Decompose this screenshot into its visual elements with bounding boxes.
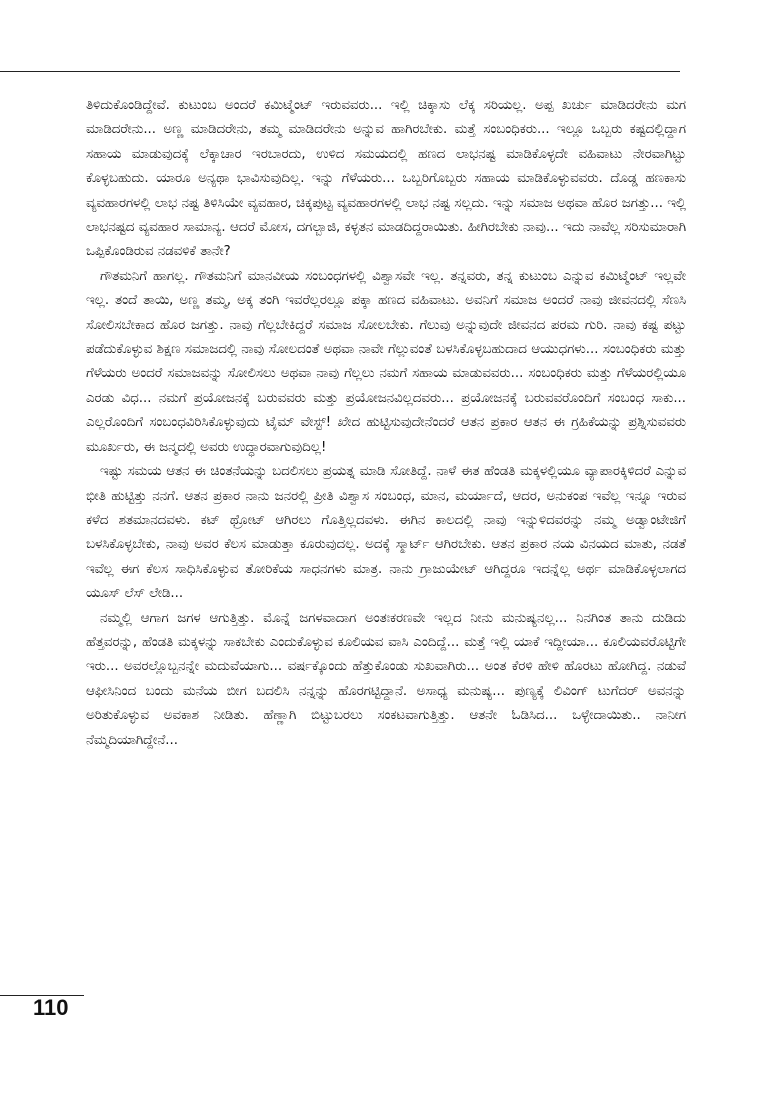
paragraph: ಇಷ್ಟು ಸಮಯ ಆತನ ಈ ಚಿಂತನೆಯನ್ನು ಬದಲಿಸಲು ಪ್ರಯತ್ನ ಮಾಡಿ ಸೋತಿದ್ದೆ. ನಾಳೆ ಈತ ಹೆಂಡತಿ ಮಕ್ಕಳಲ್ಲಿಯೂ ವ್ಯಾಪಾರಕ್ಕಿಳಿದರೆ ಎನ್ನುವ ಭೀತಿ ಹುಟ್ಟಿತ್ತು ನನಗೆ. ಆತನ ಪ್ರಕಾರ ನಾನು ಜನರಲ್ಲಿ ಪ್ರೀತಿ ವಿಶ್ವಾಸ ಸಂಬಂಧ, ಮಾನ, ಮರ್ಯಾದೆ, ಆದರ, ಅನುಕಂಪ ಇವೆಲ್ಲ ಇನ್ನೂ ಇರುವ ಕಳೆದ ಶತಮಾನದವಳು. ಕಟ್ ಥ್ರೋಟ್ ಆಗಿರಲು ಗೊತ್ತಿಲ್ಲದವಳು. ಈಗಿನ ಕಾಲದಲ್ಲಿ ನಾವು ಇನ್ನುಳಿದವರನ್ನು ನಮ್ಮ ಅಡ್ವಾಂಟೇಜಿಗೆ ಬಳಸಿಕೊಳ್ಳಬೇಕು, ನಾವು ಅವರ ಕೆಲಸ ಮಾಡುತ್ತಾ ಕೂರುವುದಲ್ಲ. ಅದಕ್ಕೆ ಸ್ಮಾರ್ಟ್ ಆಗಿರಬೇಕು. ಆತನ ಪ್ರಕಾರ ನಯ ವಿನಯದ ಮಾತು, ನಡತೆ ಇವೆಲ್ಲ ಈಗ ಕೆಲಸ ಸಾಧಿಸಿಕೊಳ್ಳುವ ತೋರಿಕೆಯ ಸಾಧನಗಳು ಮಾತ್ರ. ನಾನು ಗ್ರಾಜುಯೇಟ್ ಆಗಿದ್ದರೂ ಇದನ್ನೆಲ್ಲ ಅರ್ಥ ಮಾಡಿಕೊಳ್ಳಲಾಗದ ಯೂಸ್ ಲೆಸ್ ಲೇಡಿ... <box>86 464 686 602</box>
paragraph: ನಮ್ಮಲ್ಲಿ ಆಗಾಗ ಜಗಳ ಆಗುತ್ತಿತ್ತು. ಮೊನ್ನೆ ಜಗಳವಾದಾಗ ಅಂತಃಕರಣವೇ ಇಲ್ಲದ ನೀನು ಮನುಷ್ಯನಲ್ಲ... ನಿನಗಿಂತ ತಾನು ದುಡಿದು ಹೆತ್ತವರನ್ನು, ಹೆಂಡತಿ ಮಕ್ಕಳನ್ನು ಸಾಕಬೇಕು ಎಂದುಕೊಳ್ಳುವ ಕೂಲಿಯವ ವಾಸಿ ಎಂದಿದ್ದೆ... ಮತ್ತೆ ಇಲ್ಲಿ ಯಾಕೆ ಇದ್ದೀಯಾ... ಕೂಲಿಯವರೊಟ್ಟಿಗೇ ಇರು... ಅವರಲ್ಲೊಬ್ಬನನ್ನೇ ಮದುವೆಯಾಗು... ವರ್ಷಕ್ಕೊಂದು ಹೆತ್ತುಕೊಂಡು ಸುಖವಾಗಿರು... ಅಂತ ಕೆರಳಿ ಹೇಳಿ ಹೊರಟು ಹೋಗಿದ್ದ. ನಡುವೆ ಆಫೀಸಿನಿಂದ ಬಂದು ಮನೆಯ ಬೀಗ ಬದಲಿಸಿ ನನ್ನನ್ನು ಹೊರಗಟ್ಟಿದ್ದಾನೆ. ಅಸಾಧ್ಯ ಮನುಷ್ಯ... ಪುಣ್ಯಕ್ಕೆ ಲಿವಿಂಗ್ ಟುಗೆದರ್ ಅವನನ್ನು ಅರಿತುಕೊಳ್ಳುವ ಅವಕಾಶ ನೀಡಿತು. ಹೆಣ್ಣಾಗಿ ಬಿಟ್ಟುಬರಲು ಸಂಕಟವಾಗುತ್ತಿತ್ತು. ಆತನೇ ಓಡಿಸಿದ... ಒಳ್ಳೇದಾಯಿತು.. ನಾನೀಗ ನೆಮ್ಮದಿಯಾಗಿದ್ದೇನೆ... <box>86 610 686 748</box>
paragraph: ಗೌತಮನಿಗೆ ಹಾಗಲ್ಲ. ಗೌತಮನಿಗೆ ಮಾನವೀಯ ಸಂಬಂಧಗಳಲ್ಲಿ ವಿಶ್ವಾಸವೇ ಇಲ್ಲ. ತನ್ನವರು, ತನ್ನ ಕುಟುಂಬ ಎನ್ನುವ ಕಮಿಟ್ಮೆಂಟ್ ಇಲ್ಲವೇ ಇಲ್ಲ. ತಂದೆ ತಾಯಿ, ಅಣ್ಣ ತಮ್ಮ, ಅಕ್ಕ ತಂಗಿ ಇವರೆಲ್ಲರಲ್ಲೂ ಪಕ್ಕಾ ಹಣದ ವಹಿವಾಟು. ಅವನಿಗೆ ಸಮಾಜ ಅಂದರೆ ನಾವು ಜೀವನದಲ್ಲಿ ಸೆಣಸಿ ಸೋಲಿಸಬೇಕಾದ ಹೊರ ಜಗತ್ತು. ನಾವು ಗೆಲ್ಲಬೇಕಿದ್ದರೆ ಸಮಾಜ ಸೋಲಬೇಕು. ಗೆಲುವು ಅನ್ನುವುದೇ ಜೀವನದ ಪರಮ ಗುರಿ. ನಾವು ಕಷ್ಟ ಪಟ್ಟು ಪಡೆದುಕೊಳ್ಳುವ ಶಿಕ್ಷಣ ಸಮಾಜದಲ್ಲಿ ನಾವು ಸೋಲದಂತೆ ಅಥವಾ ನಾವೇ ಗೆಲ್ಲುವಂತೆ ಬಳಸಿಕೊಳ್ಳಬಹುದಾದ ಆಯುಧಗಳು... ಸಂಬಂಧಿಕರು ಮತ್ತು ಗೆಳೆಯರು ಅಂದರೆ ಸಮಾಜವನ್ನು ಸೋಲಿಸಲು ಅಥವಾ ನಾವು ಗೆಲ್ಲಲು ನಮಗೆ ಸಹಾಯ ಮಾಡುವವರು... ಸಂಬಂಧಿಕರು ಮತ್ತು ಗೆಳೆಯರಲ್ಲಿಯೂ ಎರಡು ವಿಧ... ನಮಗೆ ಪ್ರಯೋಜನಕ್ಕೆ ಬರುವವರು ಮತ್ತು ಪ್ರಯೋಜನವಿಲ್ಲದವರು... ಪ್ರಯೋಜನಕ್ಕೆ ಬರುವವರೊಂದಿಗೆ ಸಂಬಂಧ ಸಾಕು... ಎಲ್ಲರೊಂದಿಗೆ ಸಂಬಂಧವಿರಿಸಿಕೊಳ್ಳುವುದು ಟೈಮ್ ವೇಸ್ಟ್! ಖೇದ ಹುಟ್ಟಿಸುವುದೇನೆಂದರೆ ಆತನ ಪ್ರಕಾರ ಆತನ ಈ ಗ್ರಹಿಕೆಯನ್ನು ಪ್ರಶ್ನಿಸುವವರು ಮೂರ್ಖರು, ಈ ಜನ್ಮದಲ್ಲಿ ಅವರು ಉದ್ಧಾರವಾಗುವುದಿಲ್ಲ! <box>86 268 686 455</box>
page-number: 110 <box>33 995 69 1020</box>
top-rule <box>0 71 680 72</box>
body-text <box>86 94 686 753</box>
paragraph: ತಿಳಿದುಕೊಂಡಿದ್ದೇವೆ. ಕುಟುಂಬ ಅಂದರೆ ಕಮಿಟ್ಮೆಂಟ್ ಇರುವವರು... ಇಲ್ಲಿ ಚಿಕ್ಕಾಸು ಲೆಕ್ಕ ಸರಿಯಲ್ಲ. ಅಪ್ಪ ಖರ್ಚು ಮಾಡಿದರೇನು ಮಗ ಮಾಡಿದರೇನು... ಅಣ್ಣ ಮಾಡಿದರೇನು, ತಮ್ಮ ಮಾಡಿದರೇನು ಅನ್ನುವ ಹಾಗಿರಬೇಕು. ಮತ್ತೆ ಸಂಬಂಧಿಕರು... ಇಲ್ಲೂ ಒಬ್ಬರು ಕಷ್ಟದಲ್ಲಿದ್ದಾಗ ಸಹಾಯ ಮಾಡುವುದಕ್ಕೆ ಲೆಕ್ಕಾಚಾರ ಇರಬಾರದು, ಉಳಿದ ಸಮಯದಲ್ಲಿ ಹಣದ ಲಾಭನಷ್ಟ ಮಾಡಿಕೊಳ್ಳದೇ ವಹಿವಾಟು ನೇರವಾಗಿಟ್ಟು ಕೊಳ್ಳಬಹುದು. ಯಾರೂ ಅನ್ಯಥಾ ಭಾವಿಸುವುದಿಲ್ಲ. ಇನ್ನು ಗೆಳೆಯರು... ಒಬ್ಬರಿಗೊಬ್ಬರು ಸಹಾಯ ಮಾಡಿಕೊಳ್ಳುವವರು. ದೊಡ್ಡ ಹಣಕಾಸು ವ್ಯವಹಾರಗಳಲ್ಲಿ ಲಾಭ ನಷ್ಟ ತಿಳಿಸಿಯೇ ವ್ಯವಹಾರ, ಚಿಕ್ಕಪುಟ್ಟ ವ್ಯವಹಾರಗಳಲ್ಲಿ ಲಾಭ ನಷ್ಟ ಸಲ್ಲದು. ಇನ್ನು ಸಮಾಜ ಅಥವಾ ಹೊರ ಜಗತ್ತು... ಇಲ್ಲಿ ಲಾಭನಷ್ಟದ ವ್ಯವಹಾರ ಸಾಮಾನ್ಯ. ಆದರೆ ಮೋಸ, ದಗಲ್ಬಾಜಿ, ಕಳ್ಳತನ ಮಾಡದಿದ್ದರಾಯಿತು. ಹೀಗಿರಬೇಕು ನಾವು... ಇದು ನಾವೆಲ್ಲ ಸರಿಸುಮಾರಾಗಿ ಒಪ್ಪಿಕೊಂಡಿರುವ ನಡವಳಿಕೆ ತಾನೇ? <box>86 98 686 260</box>
